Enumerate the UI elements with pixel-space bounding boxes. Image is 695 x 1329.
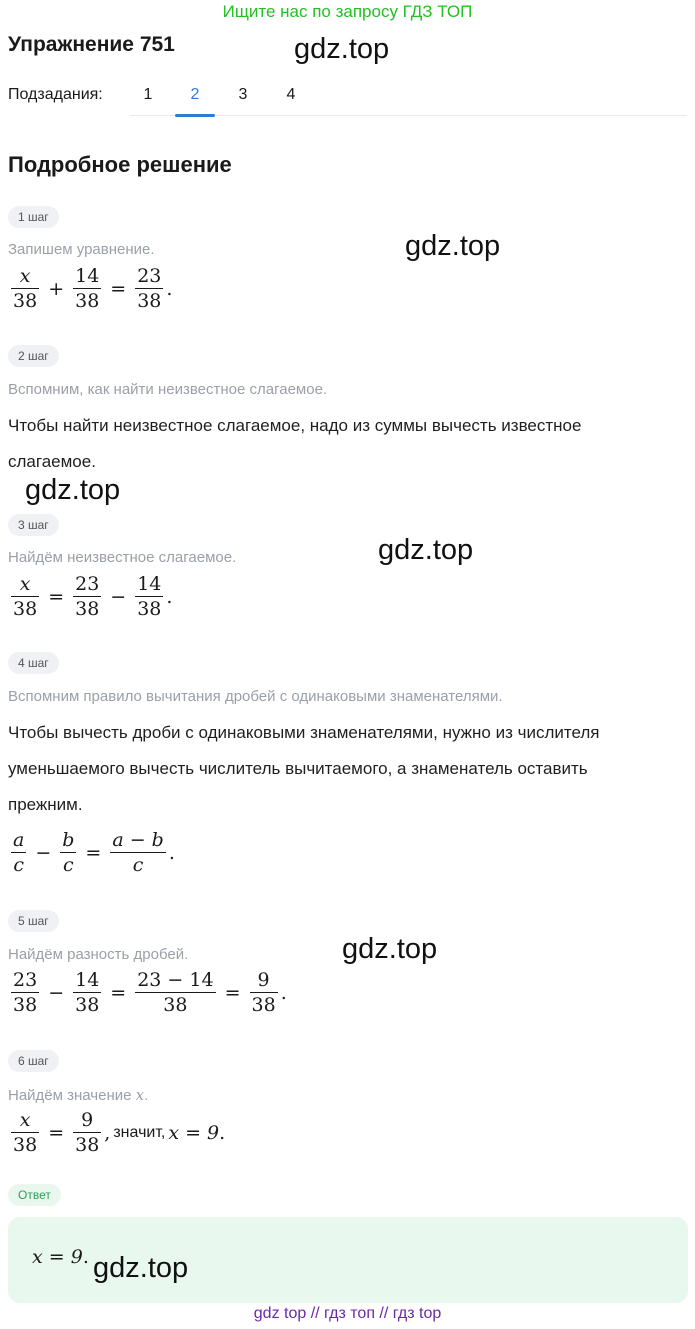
fraction: $\frac{9}{38}$	[251, 969, 276, 1016]
subtask-tab-1[interactable]: 1	[143, 86, 153, 103]
fraction: $\frac{14}{38}$	[75, 265, 100, 312]
step-hint: Найдём значение x.	[8, 1086, 149, 1104]
footer-links[interactable]: gdz top // гдз топ // гдз top	[253, 1305, 442, 1322]
fraction: $\frac{14}{38}$	[137, 573, 162, 620]
subtask-tab-4[interactable]: 4	[286, 86, 296, 103]
equation-3: $\frac{x}{38}$ = $\frac{23}{38}$ − $\frac{14}{38}$ .	[13, 573, 173, 620]
step-badge: 3 шаг	[8, 514, 59, 536]
watermark: gdz.top	[294, 33, 390, 65]
subtask-tab-3[interactable]: 3	[238, 86, 248, 103]
step-badge: 2 шаг	[8, 345, 59, 367]
step-badge: 5 шаг	[8, 910, 59, 932]
fraction: $\frac{b}{c}$	[62, 829, 75, 876]
step-badge: 1 шаг	[8, 206, 59, 228]
subtask-tab-2[interactable]: 2	[190, 86, 200, 103]
step-hint: Найдём неизвестное слагаемое.	[8, 549, 237, 566]
answer-value: x = 9 .	[32, 1246, 89, 1268]
fraction: $\frac{x}{38}$	[13, 573, 38, 620]
active-tab-indicator	[175, 114, 215, 117]
step-text-line: слагаемое.	[8, 452, 96, 471]
equation-1: $\frac{x}{38}$ + $\frac{14}{38}$ = $\frac{23}{38}$ .	[13, 265, 173, 312]
step-hint: Вспомним, как найти неизвестное слагаемое.	[8, 381, 328, 398]
step-text-line: Чтобы вычесть дроби с одинаковыми знаменателями, нужно из числителя	[8, 723, 600, 742]
top-banner: Ищите нас по запросу ГДЗ ТОП	[222, 2, 473, 21]
step-badge: 6 шаг	[8, 1050, 59, 1072]
watermark: gdz.top	[93, 1252, 189, 1284]
fraction: $\frac{a}{c}$	[13, 829, 25, 876]
equation-5: $\frac{23}{38}$ − $\frac{14}{38}$ = $\frac{23 - 14}{38}$ = $\frac{9}{38}$ .	[13, 969, 287, 1016]
step-hint: Найдём разность дробей.	[8, 946, 189, 963]
fraction: $\frac{23 - 14}{38}$	[137, 969, 214, 1016]
fraction: $\frac{23}{38}$	[137, 265, 162, 312]
step-badge: 4 шаг	[8, 652, 59, 674]
step-hint: Вспомним правило вычитания дробей с одинаковыми знаменателями.	[8, 688, 503, 705]
watermark: gdz.top	[342, 933, 438, 965]
answer-badge: Ответ	[8, 1184, 61, 1206]
watermark: gdz.top	[405, 230, 501, 262]
fraction: $\frac{23}{38}$	[13, 969, 38, 1016]
fraction: $\frac{23}{38}$	[75, 573, 100, 620]
fraction: $\frac{9}{38}$	[75, 1109, 100, 1156]
section-title: Подробное решение	[8, 152, 232, 177]
step-hint: Запишем уравнение.	[8, 241, 155, 258]
step-text-line: Чтобы найти неизвестное слагаемое, надо из суммы вычесть известное	[8, 416, 582, 435]
step-text-line: прежним.	[8, 795, 83, 814]
fraction: $\frac{a - b}{c}$	[112, 829, 164, 876]
watermark: gdz.top	[378, 534, 474, 566]
equation-4: $\frac{a}{c}$ − $\frac{b}{c}$ = $\frac{a - b}{c}$ .	[13, 829, 175, 876]
watermark: gdz.top	[25, 474, 121, 506]
equation-6: $\frac{x}{38}$ = $\frac{9}{38}$ , значит, x = 9 .	[13, 1109, 226, 1156]
step-text-line: уменьшаемого вычесть числитель вычитаемого, а знаменатель оставить	[8, 759, 588, 778]
subtasks-label: Подзадания:	[8, 86, 103, 103]
page-title: Упражнение 751	[8, 33, 175, 56]
fraction: $\frac{14}{38}$	[75, 969, 100, 1016]
fraction: $\frac{x}{38}$	[13, 265, 38, 312]
fraction: $\frac{x}{38}$	[13, 1109, 38, 1156]
